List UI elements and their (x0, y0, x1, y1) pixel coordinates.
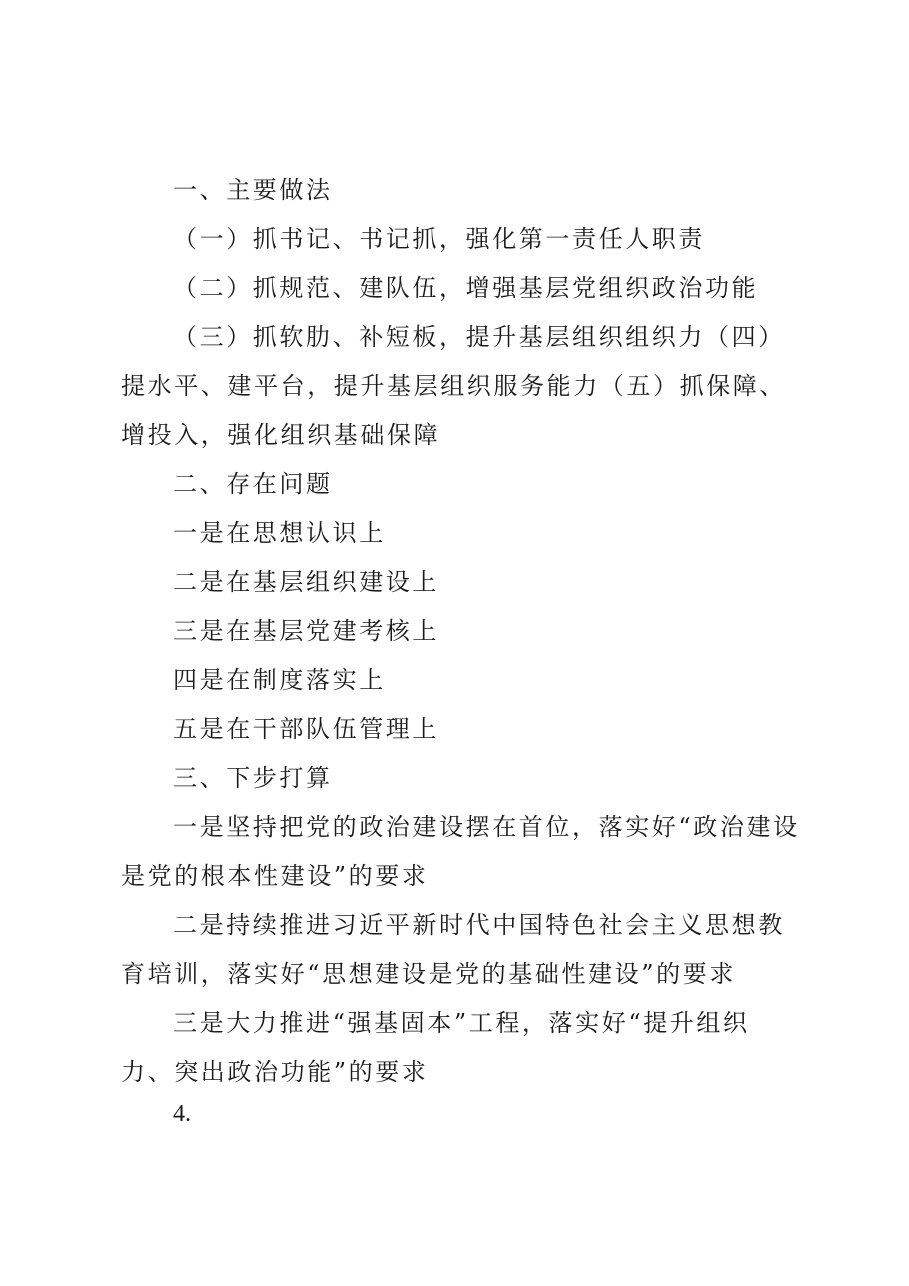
subsection-1: （一）抓书记、书记抓，强化第一责任人职责 (173, 225, 705, 253)
subsection-2: （二）抓规范、建队伍，增强基层党组织政治功能 (173, 274, 759, 302)
section-heading-main-practices: 一、主要做法 (173, 176, 333, 204)
problem-item-1: 一是在思想认识上 (173, 519, 386, 547)
section-heading-next-steps: 三、下步打算 (173, 764, 333, 792)
plan-item-1: 一是坚持把党的政治建设摆在首位，落实好“政治建设是党的根本性建设”的要求 (121, 813, 800, 890)
document-body (121, 166, 801, 1097)
plan-item-2: 二是持续推进习近平新时代中国特色社会主义思想教育培训，落实好“思想建设是党的基础性建设”的要求 (121, 911, 785, 988)
page-number: 4. (173, 1101, 191, 1127)
plan-item-3: 三是大力推进“强基固本”工程，落实好“提升组织力、突出政治功能”的要求 (121, 1009, 750, 1086)
problem-item-5: 五是在干部队伍管理上 (173, 715, 439, 743)
problem-item-3: 三是在基层党建考核上 (173, 617, 439, 645)
section-heading-problems: 二、存在问题 (173, 470, 333, 498)
problem-item-4: 四是在制度落实上 (173, 666, 386, 694)
problem-item-2: 二是在基层组织建设上 (173, 568, 439, 596)
subsection-3-4-5: （三）抓软肋、补短板，提升基层组织组织力（四）提水平、建平台，提升基层组织服务能力（五）抓保障、增投入，强化组织基础保障 (121, 323, 786, 449)
